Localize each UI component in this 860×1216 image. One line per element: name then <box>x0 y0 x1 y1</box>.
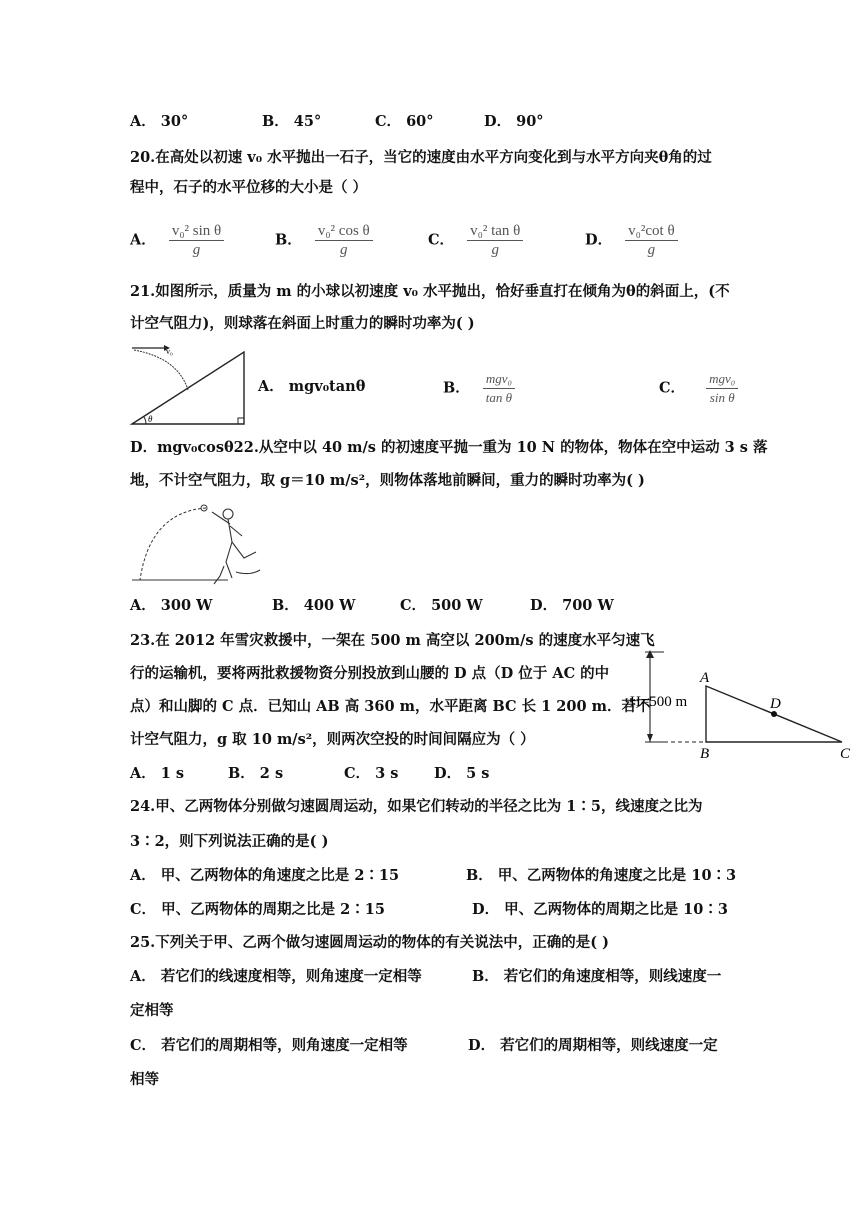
q25-option-b-line2: 定相等 <box>130 1002 174 1019</box>
q21-trajectory <box>134 350 188 390</box>
q20-option-a-numerator: v₀² sin θ <box>169 222 224 241</box>
q20-option-c-label: C． <box>428 231 455 249</box>
q24-stem-line1: 24.甲、乙两物体分别做匀速圆周运动，如果它们转动的半径之比为 1∶5，线速度之比为 <box>130 798 703 815</box>
q21-option-b-label: B． <box>443 379 470 397</box>
q20-stem-line1: 20.在高处以初速 v₀ 水平抛出一石子，当它的速度由水平方向变化到与水平方向夹θ角的过 <box>130 149 712 166</box>
q20-option-b-fraction <box>315 222 373 259</box>
q23-option-b: B． 2 s <box>228 765 284 782</box>
q21-option-c-label: C． <box>659 379 686 397</box>
q19-option-c: C． 60° <box>375 113 434 130</box>
q21-incline-figure <box>128 342 260 428</box>
q25-option-d-line2: 相等 <box>130 1071 159 1088</box>
q24-option-a: A． 甲、乙两物体的角速度之比是 2∶15 <box>130 867 400 884</box>
q24-option-b: B． 甲、乙两物体的角速度之比是 10∶3 <box>466 867 737 884</box>
q20-option-a-label: A． <box>130 231 156 249</box>
q21-option-b-fraction <box>483 370 515 407</box>
q20-option-b-denominator: g <box>340 242 348 258</box>
q19-option-b: B． 45° <box>262 113 322 130</box>
q25-stem: 25.下列关于甲、乙两个做匀速圆周运动的物体的有关说法中，正确的是( ) <box>130 934 609 951</box>
q21-option-c-numerator: mgv₀ <box>706 370 738 389</box>
q24-stem-line2: 3∶2，则下列说法正确的是( ) <box>130 833 329 850</box>
q21-option-b <box>443 370 515 407</box>
q23-label-b: B <box>700 746 710 762</box>
q20-option-c <box>428 222 523 259</box>
q23-label-a: A <box>700 670 710 686</box>
q25-option-b-line1: B． 若它们的角速度相等，则线速度一 <box>472 968 722 985</box>
q20-option-b-numerator: v₀² cos θ <box>315 222 373 241</box>
q24-option-c: C． 甲、乙两物体的周期之比是 2∶15 <box>130 901 385 918</box>
q22-option-c: C． 500 W <box>400 597 483 614</box>
q19-option-d: D． 90° <box>484 113 544 130</box>
q21-v0-label: v₀ <box>166 347 173 356</box>
q20-option-d-numerator: v₀²cot θ <box>625 222 678 241</box>
q25-option-d-line1: D． 若它们的周期相等，则线速度一定 <box>468 1037 718 1054</box>
q22-throw-figure <box>132 500 268 586</box>
q21-theta-label: θ <box>148 414 153 424</box>
q21-stem-line1: 21.如图所示，质量为 m 的小球以初速度 v₀ 水平抛出，恰好垂直打在倾角为θ的斜面上，(不 <box>130 283 730 300</box>
q19-option-a: A． 30° <box>130 113 189 130</box>
q20-option-a-fraction <box>169 222 224 259</box>
q21-option-b-numerator: mgv₀ <box>483 370 515 389</box>
q20-option-d-label: D． <box>585 231 613 249</box>
q24-option-d: D． 甲、乙两物体的周期之比是 10∶3 <box>472 901 728 918</box>
q23-label-c: C <box>840 746 851 762</box>
q23-height-label: H=500 m <box>630 694 688 710</box>
q22-option-a: A． 300 W <box>130 597 213 614</box>
q20-option-b <box>275 222 373 259</box>
q20-option-d <box>585 222 678 259</box>
q22-thrower-figure <box>212 509 260 584</box>
q20-option-c-fraction <box>467 222 523 259</box>
q22-option-d: D． 700 W <box>530 597 614 614</box>
q23-stem-line3: 点）和山脚的 C 点．已知山 AB 高 360 m，水平距离 BC 长 1 200 m．若不 <box>130 698 651 715</box>
q23-mountain-figure <box>628 642 856 764</box>
q21-option-a: A． mgv₀tanθ <box>258 378 366 395</box>
q22-trajectory <box>140 508 206 580</box>
q22-stem-line1: D．mgv₀cosθ22.从空中以 40 m/s 的初速度平抛一重为 10 N 的物体，物体在空中运动 3 s 落 <box>130 439 768 456</box>
q20-option-a-denominator: g <box>192 242 201 258</box>
q23-option-d: D． 5 s <box>434 765 490 782</box>
q20-option-b-label: B． <box>275 231 302 249</box>
q20-stem-line2: 程中，石子的水平位移的大小是（ ） <box>130 179 368 196</box>
q22-stem-line2: 地，不计空气阻力，取 g＝10 m/s²，则物体落地前瞬间，重力的瞬时功率为( ) <box>130 472 645 489</box>
q23-label-d: D <box>770 696 781 712</box>
q20-option-a <box>130 222 224 259</box>
q23-option-c: C． 3 s <box>344 765 399 782</box>
q25-option-c: C． 若它们的周期相等，则角速度一定相等 <box>130 1037 408 1054</box>
q20-option-d-fraction <box>625 222 678 259</box>
q23-option-a: A． 1 s <box>130 765 185 782</box>
q25-option-a: A． 若它们的线速度相等，则角速度一定相等 <box>130 968 422 985</box>
q23-stem-line1: 23.在 2012 年雪灾救援中，一架在 500 m 高空以 200m/s 的速度水平匀速飞 <box>130 632 655 649</box>
q21-option-c-fraction <box>706 370 738 407</box>
q22-option-b: B． 400 W <box>272 597 356 614</box>
q21-option-c <box>659 370 738 407</box>
q21-stem-line2: 计空气阻力)，则球落在斜面上时重力的瞬时功率为( ) <box>130 315 475 332</box>
q20-option-c-denominator: g <box>491 242 499 258</box>
q23-stem-line2: 行的运输机，要将两批救援物资分别投放到山腰的 D 点（D 位于 AC 的中 <box>130 665 610 682</box>
q20-option-d-denominator: g <box>647 242 656 258</box>
q21-option-b-denominator: tan θ <box>485 390 513 405</box>
q20-option-c-numerator: v₀² tan θ <box>467 222 523 241</box>
q21-option-c-denominator: sin θ <box>709 390 735 405</box>
q23-stem-line4: 计空气阻力，g 取 10 m/s²，则两次空投的时间间隔应为（ ） <box>130 731 535 748</box>
